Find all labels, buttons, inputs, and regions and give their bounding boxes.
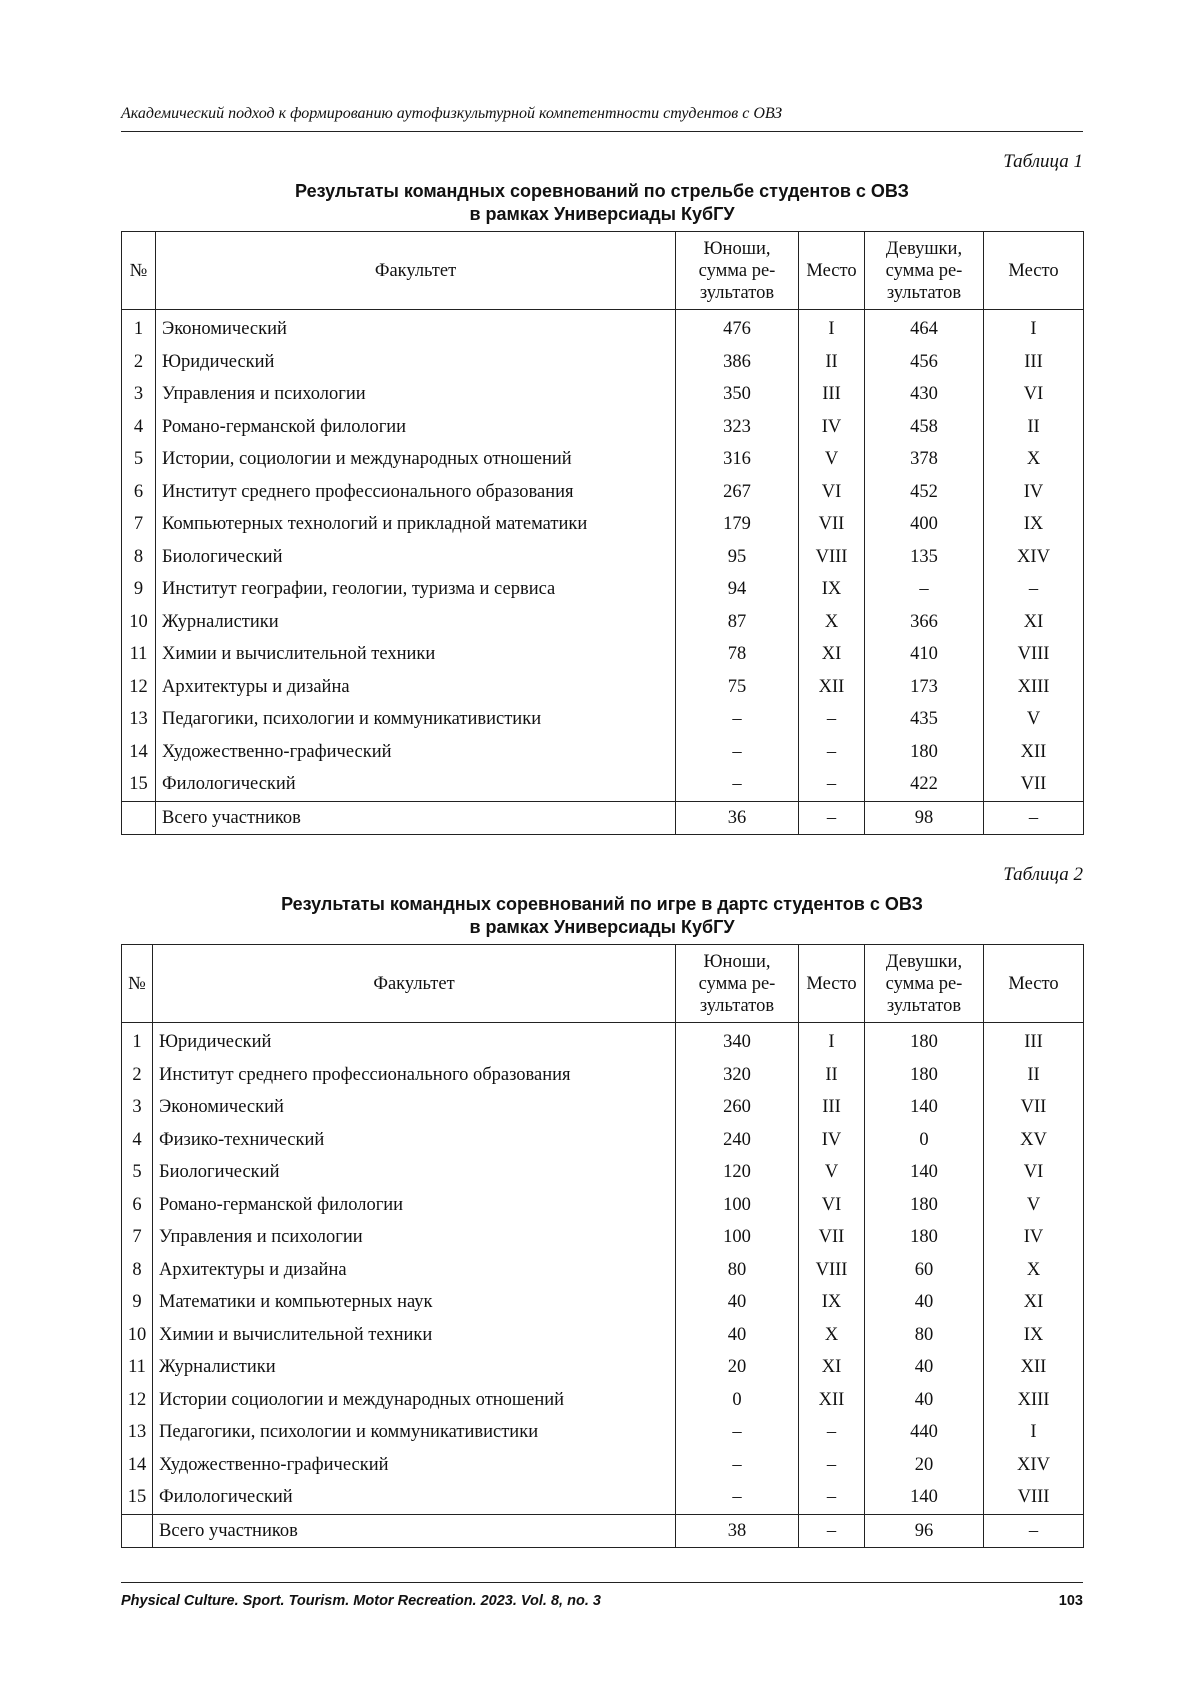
boys-place: – [799, 1514, 865, 1548]
girls-score: 20 [865, 1449, 984, 1482]
boys-place: III [799, 378, 865, 411]
faculty-name: Экономический [156, 310, 676, 346]
table-row [122, 1221, 1084, 1254]
table-1-label: Таблица 1 [1003, 151, 1083, 172]
row-number: 11 [122, 1351, 153, 1384]
row-number: 15 [122, 768, 156, 801]
girls-score: 40 [865, 1384, 984, 1417]
girls-score: 458 [865, 411, 984, 444]
boys-score: – [676, 1416, 799, 1449]
boys-score: – [676, 1449, 799, 1482]
faculty-name: Институт среднего профессионального образования [156, 476, 676, 509]
row-number: 1 [122, 310, 156, 346]
boys-place: IX [799, 573, 865, 606]
header-boys-score: Юноши, сумма ре-зультатов [676, 232, 799, 310]
faculty-name: Филологический [153, 1481, 676, 1514]
table-2-caption [121, 893, 1083, 939]
girls-place: XI [984, 606, 1084, 639]
header-girls-place: Место [984, 945, 1084, 1023]
boys-score: – [676, 703, 799, 736]
boys-score: 240 [676, 1124, 799, 1157]
row-number: 9 [122, 573, 156, 606]
table-row [122, 378, 1084, 411]
girls-score: 456 [865, 346, 984, 379]
row-number: 7 [122, 508, 156, 541]
table-row [122, 508, 1084, 541]
girls-place: VI [984, 378, 1084, 411]
table-row [122, 1286, 1084, 1319]
girls-place: XIII [984, 1384, 1084, 1417]
girls-place: I [984, 310, 1084, 346]
boys-place: – [799, 703, 865, 736]
boys-score: 260 [676, 1091, 799, 1124]
boys-score: 323 [676, 411, 799, 444]
row-number: 7 [122, 1221, 153, 1254]
boys-score: 20 [676, 1351, 799, 1384]
boys-place: – [799, 801, 865, 835]
girls-score: 400 [865, 508, 984, 541]
girls-place: II [984, 411, 1084, 444]
girls-score: 422 [865, 768, 984, 801]
row-number: 4 [122, 411, 156, 444]
faculty-name: Экономический [153, 1091, 676, 1124]
boys-place: III [799, 1091, 865, 1124]
girls-score: 135 [865, 541, 984, 574]
faculty-name: Филологический [156, 768, 676, 801]
table-row [122, 1124, 1084, 1157]
girls-score: 140 [865, 1091, 984, 1124]
table-row [122, 1481, 1084, 1514]
row-number: 4 [122, 1124, 153, 1157]
faculty-name: Физико-технический [153, 1124, 676, 1157]
boys-score: 476 [676, 310, 799, 346]
header-girls-score: Девушки, сумма ре-зультатов [865, 232, 984, 310]
table-row [122, 1059, 1084, 1092]
darts-results-table [121, 944, 1084, 1548]
table-row [122, 768, 1084, 801]
girls-place: VII [984, 1091, 1084, 1124]
table-header-row [122, 945, 1084, 1023]
faculty-name: Журналистики [153, 1351, 676, 1384]
table-2-label: Таблица 2 [1003, 864, 1083, 885]
row-number: 15 [122, 1481, 153, 1514]
table-1-caption-line-1: Результаты командных соревнований по стрельбе студентов с ОВЗ [295, 181, 909, 201]
boys-place: – [799, 1449, 865, 1482]
girls-place: III [984, 346, 1084, 379]
row-number: 12 [122, 1384, 153, 1417]
table-row [122, 671, 1084, 704]
table-row [122, 1351, 1084, 1384]
faculty-name: Всего участников [156, 801, 676, 835]
girls-place: XII [984, 1351, 1084, 1384]
row-number: 10 [122, 606, 156, 639]
row-number: 6 [122, 476, 156, 509]
girls-place: – [984, 1514, 1084, 1548]
table-row [122, 476, 1084, 509]
faculty-name: Истории, социологии и международных отношений [156, 443, 676, 476]
faculty-name: Истории социологии и международных отношений [153, 1384, 676, 1417]
row-number: 9 [122, 1286, 153, 1319]
row-number: 14 [122, 1449, 153, 1482]
table-row [122, 1023, 1084, 1059]
girls-score: 40 [865, 1351, 984, 1384]
faculty-name: Всего участников [153, 1514, 676, 1548]
table-row [122, 1254, 1084, 1287]
boys-place: V [799, 1156, 865, 1189]
boys-score: – [676, 736, 799, 769]
girls-score: 180 [865, 736, 984, 769]
boys-place: VI [799, 1189, 865, 1222]
girls-place: VIII [984, 1481, 1084, 1514]
header-divider [121, 131, 1083, 132]
girls-score: 410 [865, 638, 984, 671]
faculty-name: Юридический [153, 1023, 676, 1059]
girls-score: 378 [865, 443, 984, 476]
boys-place: VII [799, 1221, 865, 1254]
table-row [122, 1189, 1084, 1222]
boys-place: XII [799, 671, 865, 704]
boys-score: 78 [676, 638, 799, 671]
row-number: 13 [122, 1416, 153, 1449]
boys-score: 340 [676, 1023, 799, 1059]
table-2-block [121, 863, 1083, 1548]
boys-place: XI [799, 1351, 865, 1384]
girls-place: XV [984, 1124, 1084, 1157]
journal-citation: Physical Culture. Sport. Tourism. Motor Recreation. 2023. Vol. 8, no. 3 [121, 1593, 601, 1609]
boys-place: – [799, 1481, 865, 1514]
girls-place: X [984, 1254, 1084, 1287]
boys-place: XI [799, 638, 865, 671]
girls-score: 140 [865, 1156, 984, 1189]
boys-score: 386 [676, 346, 799, 379]
faculty-name: Педагогики, психологии и коммуникативистики [153, 1416, 676, 1449]
boys-place: VIII [799, 541, 865, 574]
boys-score: – [676, 768, 799, 801]
header-boys-place: Место [799, 945, 865, 1023]
boys-score: 94 [676, 573, 799, 606]
table-row [122, 606, 1084, 639]
faculty-name: Управления и психологии [153, 1221, 676, 1254]
girls-score: 366 [865, 606, 984, 639]
girls-score: 435 [865, 703, 984, 736]
table-1-caption-line-2: в рамках Универсиады КубГУ [469, 204, 735, 224]
table-row [122, 1091, 1084, 1124]
row-number: 6 [122, 1189, 153, 1222]
girls-score: 96 [865, 1514, 984, 1548]
girls-score: 180 [865, 1189, 984, 1222]
boys-place: XII [799, 1384, 865, 1417]
header-boys-score: Юноши, сумма ре-зультатов [676, 945, 799, 1023]
table-1-block [121, 150, 1083, 835]
row-number: 3 [122, 1091, 153, 1124]
table-row [122, 443, 1084, 476]
girls-score: 98 [865, 801, 984, 835]
girls-place: VIII [984, 638, 1084, 671]
row-number: 3 [122, 378, 156, 411]
girls-place: IX [984, 508, 1084, 541]
table-row [122, 346, 1084, 379]
girls-score: 80 [865, 1319, 984, 1352]
faculty-name: Институт географии, геологии, туризма и сервиса [156, 573, 676, 606]
girls-score: 180 [865, 1221, 984, 1254]
boys-score: 267 [676, 476, 799, 509]
table-row [122, 1156, 1084, 1189]
girls-place: XII [984, 736, 1084, 769]
table-row [122, 1384, 1084, 1417]
boys-score: 179 [676, 508, 799, 541]
faculty-name: Романо-германской филологии [153, 1189, 676, 1222]
table-row [122, 703, 1084, 736]
boys-place: II [799, 1059, 865, 1092]
faculty-name: Педагогики, психологии и коммуникативистики [156, 703, 676, 736]
girls-place: V [984, 1189, 1084, 1222]
boys-place: – [799, 736, 865, 769]
row-number: 14 [122, 736, 156, 769]
table-row [122, 736, 1084, 769]
girls-score: 180 [865, 1023, 984, 1059]
row-number: 2 [122, 1059, 153, 1092]
boys-score: 75 [676, 671, 799, 704]
girls-place: – [984, 801, 1084, 835]
header-faculty: Факультет [153, 945, 676, 1023]
row-number: 12 [122, 671, 156, 704]
header-number: № [122, 945, 153, 1023]
girls-score: 430 [865, 378, 984, 411]
table-row [122, 310, 1084, 346]
header-faculty: Факультет [156, 232, 676, 310]
row-number: 10 [122, 1319, 153, 1352]
girls-score: – [865, 573, 984, 606]
girls-place: XIV [984, 541, 1084, 574]
table-2-caption-line-2: в рамках Универсиады КубГУ [469, 917, 735, 937]
girls-score: 452 [865, 476, 984, 509]
table-1-caption [121, 180, 1083, 226]
girls-score: 40 [865, 1286, 984, 1319]
boys-score: – [676, 1481, 799, 1514]
girls-score: 464 [865, 310, 984, 346]
boys-place: VII [799, 508, 865, 541]
faculty-name: Архитектуры и дизайна [156, 671, 676, 704]
faculty-name: Математики и компьютерных наук [153, 1286, 676, 1319]
boys-place: X [799, 1319, 865, 1352]
table-row [122, 638, 1084, 671]
boys-score: 0 [676, 1384, 799, 1417]
boys-score: 36 [676, 801, 799, 835]
girls-place: V [984, 703, 1084, 736]
girls-place: XIV [984, 1449, 1084, 1482]
faculty-name: Биологический [153, 1156, 676, 1189]
girls-place: VII [984, 768, 1084, 801]
boys-place: IV [799, 411, 865, 444]
boys-place: IX [799, 1286, 865, 1319]
boys-place: I [799, 1023, 865, 1059]
row-number [122, 801, 156, 835]
row-number: 5 [122, 1156, 153, 1189]
boys-place: VI [799, 476, 865, 509]
girls-place: IV [984, 476, 1084, 509]
header-girls-score: Девушки, сумма ре-зультатов [865, 945, 984, 1023]
faculty-name: Художественно-графический [153, 1449, 676, 1482]
header-boys-place: Место [799, 232, 865, 310]
boys-score: 38 [676, 1514, 799, 1548]
shooting-results-table [121, 231, 1084, 835]
boys-place: VIII [799, 1254, 865, 1287]
faculty-name: Архитектуры и дизайна [153, 1254, 676, 1287]
table-row [122, 411, 1084, 444]
girls-place: II [984, 1059, 1084, 1092]
boys-score: 320 [676, 1059, 799, 1092]
girls-place: X [984, 443, 1084, 476]
page-number: 103 [1058, 1593, 1083, 1609]
faculty-name: Художественно-графический [156, 736, 676, 769]
girls-score: 173 [865, 671, 984, 704]
faculty-name: Компьютерных технологий и прикладной математики [156, 508, 676, 541]
boys-place: II [799, 346, 865, 379]
table-row [122, 541, 1084, 574]
row-number: 11 [122, 638, 156, 671]
row-number: 8 [122, 1254, 153, 1287]
faculty-name: Управления и психологии [156, 378, 676, 411]
girls-place: XI [984, 1286, 1084, 1319]
boys-place: – [799, 768, 865, 801]
girls-score: 180 [865, 1059, 984, 1092]
row-number [122, 1514, 153, 1548]
boys-place: – [799, 1416, 865, 1449]
boys-place: V [799, 443, 865, 476]
boys-score: 87 [676, 606, 799, 639]
girls-place: IX [984, 1319, 1084, 1352]
running-head: Академический подход к формированию аутофизкультурной компетентности студентов с ОВЗ [121, 105, 783, 122]
table-header-row [122, 232, 1084, 310]
boys-score: 120 [676, 1156, 799, 1189]
boys-score: 316 [676, 443, 799, 476]
boys-score: 100 [676, 1189, 799, 1222]
table-row [122, 1319, 1084, 1352]
row-number: 1 [122, 1023, 153, 1059]
boys-place: IV [799, 1124, 865, 1157]
girls-score: 440 [865, 1416, 984, 1449]
table-2-caption-line-1: Результаты командных соревнований по игре в дартс студентов с ОВЗ [281, 894, 923, 914]
total-row [122, 1514, 1084, 1548]
faculty-name: Химии и вычислительной техники [156, 638, 676, 671]
total-row [122, 801, 1084, 835]
faculty-name: Химии и вычислительной техники [153, 1319, 676, 1352]
girls-place: IV [984, 1221, 1084, 1254]
header-number: № [122, 232, 156, 310]
boys-score: 350 [676, 378, 799, 411]
boys-score: 95 [676, 541, 799, 574]
boys-score: 40 [676, 1286, 799, 1319]
table-row [122, 1416, 1084, 1449]
girls-score: 60 [865, 1254, 984, 1287]
girls-score: 0 [865, 1124, 984, 1157]
header-girls-place: Место [984, 232, 1084, 310]
boys-score: 100 [676, 1221, 799, 1254]
faculty-name: Журналистики [156, 606, 676, 639]
row-number: 8 [122, 541, 156, 574]
boys-place: I [799, 310, 865, 346]
table-row [122, 573, 1084, 606]
faculty-name: Институт среднего профессионального образования [153, 1059, 676, 1092]
boys-place: X [799, 606, 865, 639]
girls-score: 140 [865, 1481, 984, 1514]
row-number: 5 [122, 443, 156, 476]
girls-place: VI [984, 1156, 1084, 1189]
row-number: 13 [122, 703, 156, 736]
girls-place: XIII [984, 671, 1084, 704]
girls-place: – [984, 573, 1084, 606]
row-number: 2 [122, 346, 156, 379]
girls-place: I [984, 1416, 1084, 1449]
girls-place: III [984, 1023, 1084, 1059]
faculty-name: Романо-германской филологии [156, 411, 676, 444]
faculty-name: Биологический [156, 541, 676, 574]
faculty-name: Юридический [156, 346, 676, 379]
boys-score: 80 [676, 1254, 799, 1287]
footer-divider [121, 1582, 1083, 1583]
boys-score: 40 [676, 1319, 799, 1352]
table-row [122, 1449, 1084, 1482]
